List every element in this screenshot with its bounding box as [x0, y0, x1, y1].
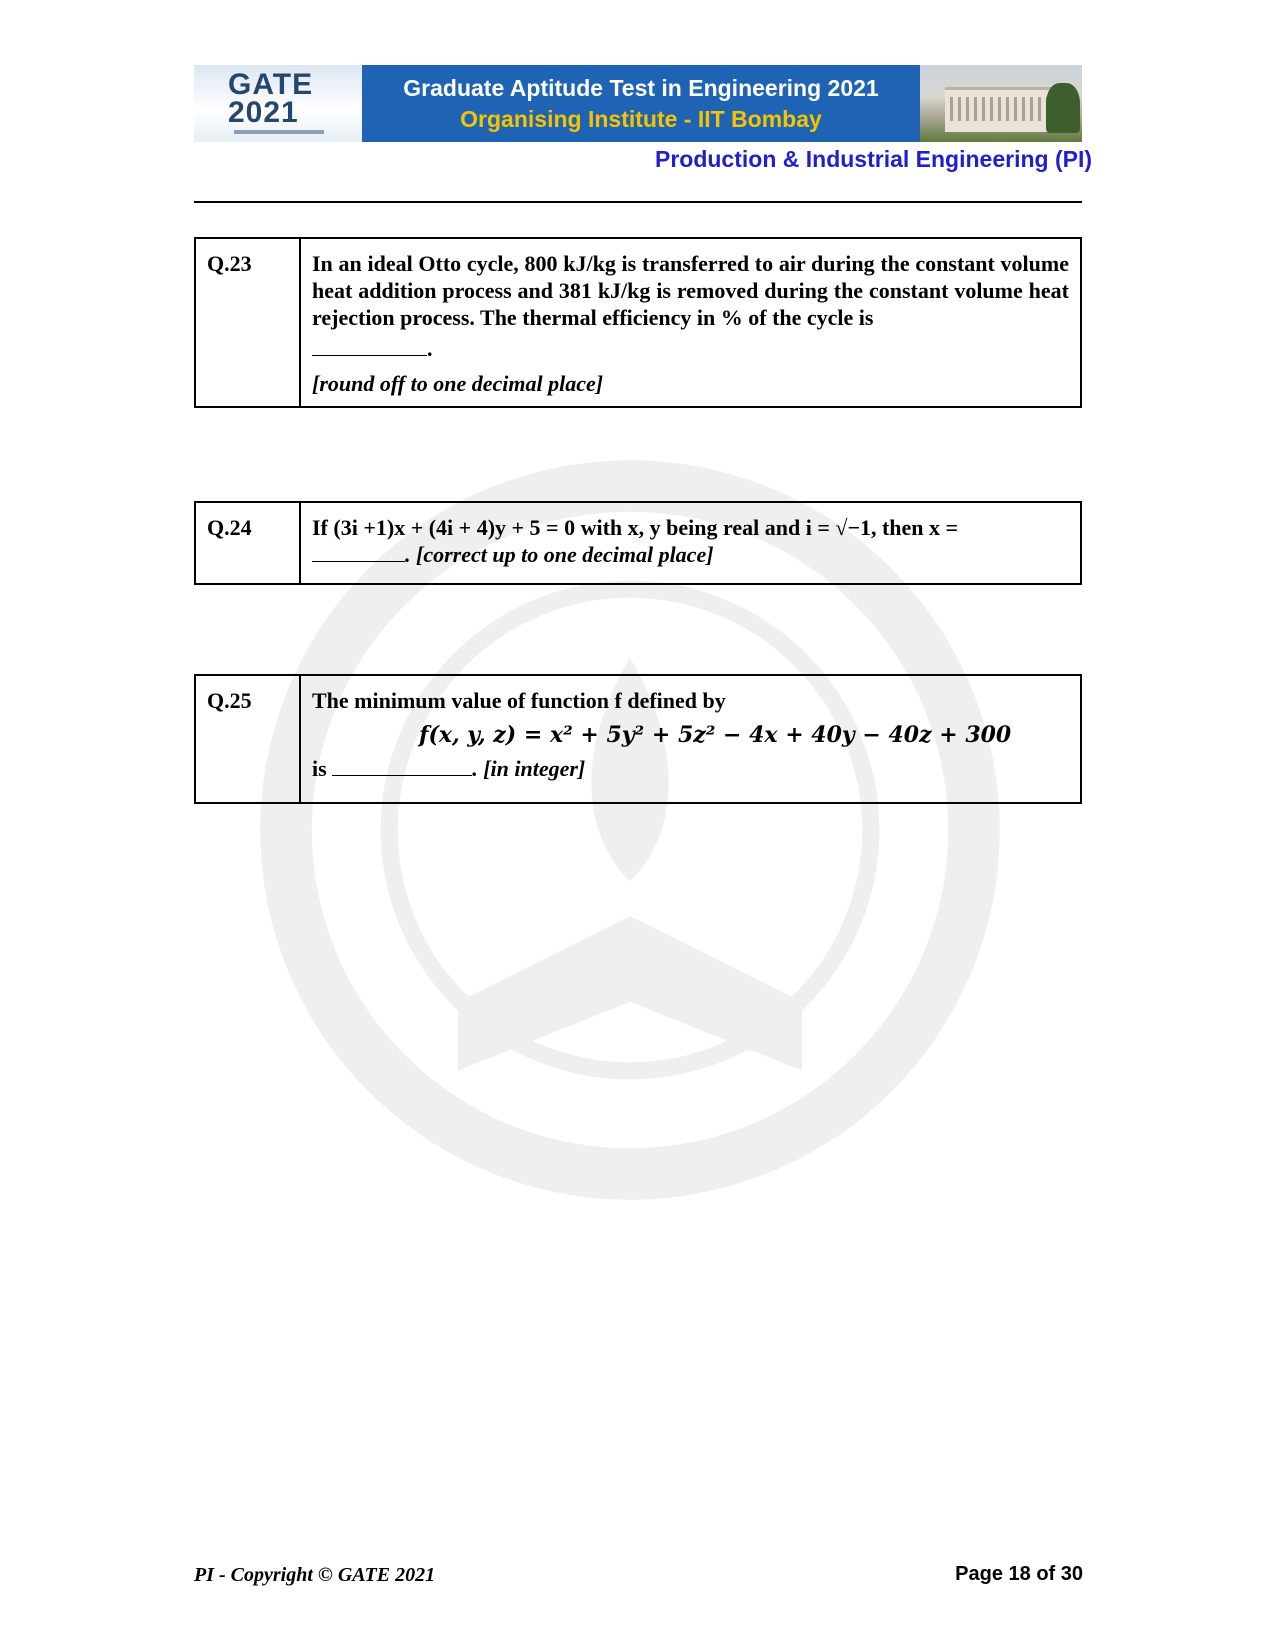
answer-hint: . [in integer] [472, 756, 586, 781]
question-text-block [301, 676, 1080, 802]
answer-blank [332, 757, 472, 776]
question-number: Q.23 [196, 239, 301, 406]
answer-hint: [round off to one decimal place] [312, 371, 604, 396]
question-text-block: In an ideal Otto cycle, 800 kJ/kg is transferred to air during the constant volume heat addition process and 381 kJ/kg is removed during the constant volume heat rejection process. The thermal efficiency in % of the cycle is . [round off to one decimal place] [312, 251, 1069, 396]
logo-text-gate: GATE [228, 68, 314, 101]
question-box-25 [194, 674, 1082, 804]
function-formula: f(x, y, z) = x² + 5y² + 5z² − 4x + 40y − 40z + 300 [419, 722, 1012, 748]
logo-text-year: 2021 [228, 96, 299, 129]
header-banner [194, 65, 1082, 142]
answer-hint: . [correct up to one decimal place] [405, 542, 714, 567]
answer-blank [312, 543, 405, 562]
question-text: If (3i +1)x + (4i + 4)y + 5 = 0 with x, y being real and i = √−1, then x = [312, 515, 959, 540]
subject-title: Production & Industrial Engineering (PI) [654, 146, 1092, 172]
question-box-23 [194, 237, 1082, 408]
campus-photo [920, 65, 1082, 142]
question-box-24 [194, 501, 1082, 585]
banner-text-panel [362, 65, 920, 142]
footer-copyright: PI - Copyright © GATE 2021 [194, 1564, 436, 1586]
header-divider [194, 201, 1082, 203]
question-number: Q.24 [196, 503, 301, 583]
question-text: In an ideal Otto cycle, 800 kJ/kg is transferred to air during the constant volume heat addition process and 381 kJ/kg is removed during the constant volume heat rejection process. The thermal efficiency in % of the cycle is [312, 251, 1069, 330]
banner-title: Graduate Aptitude Test in Engineering 2021 [403, 74, 879, 101]
question-text-block [301, 503, 1080, 583]
question-text: The minimum value of function f defined by [312, 688, 726, 713]
is-label: is [312, 756, 327, 781]
banner-subtitle: Organising Institute - IIT Bombay [460, 105, 822, 132]
answer-blank [312, 337, 427, 356]
page-number: Page 18 of 30 [955, 1563, 1083, 1585]
question-number: Q.25 [196, 676, 301, 802]
gate-logo [194, 65, 362, 142]
